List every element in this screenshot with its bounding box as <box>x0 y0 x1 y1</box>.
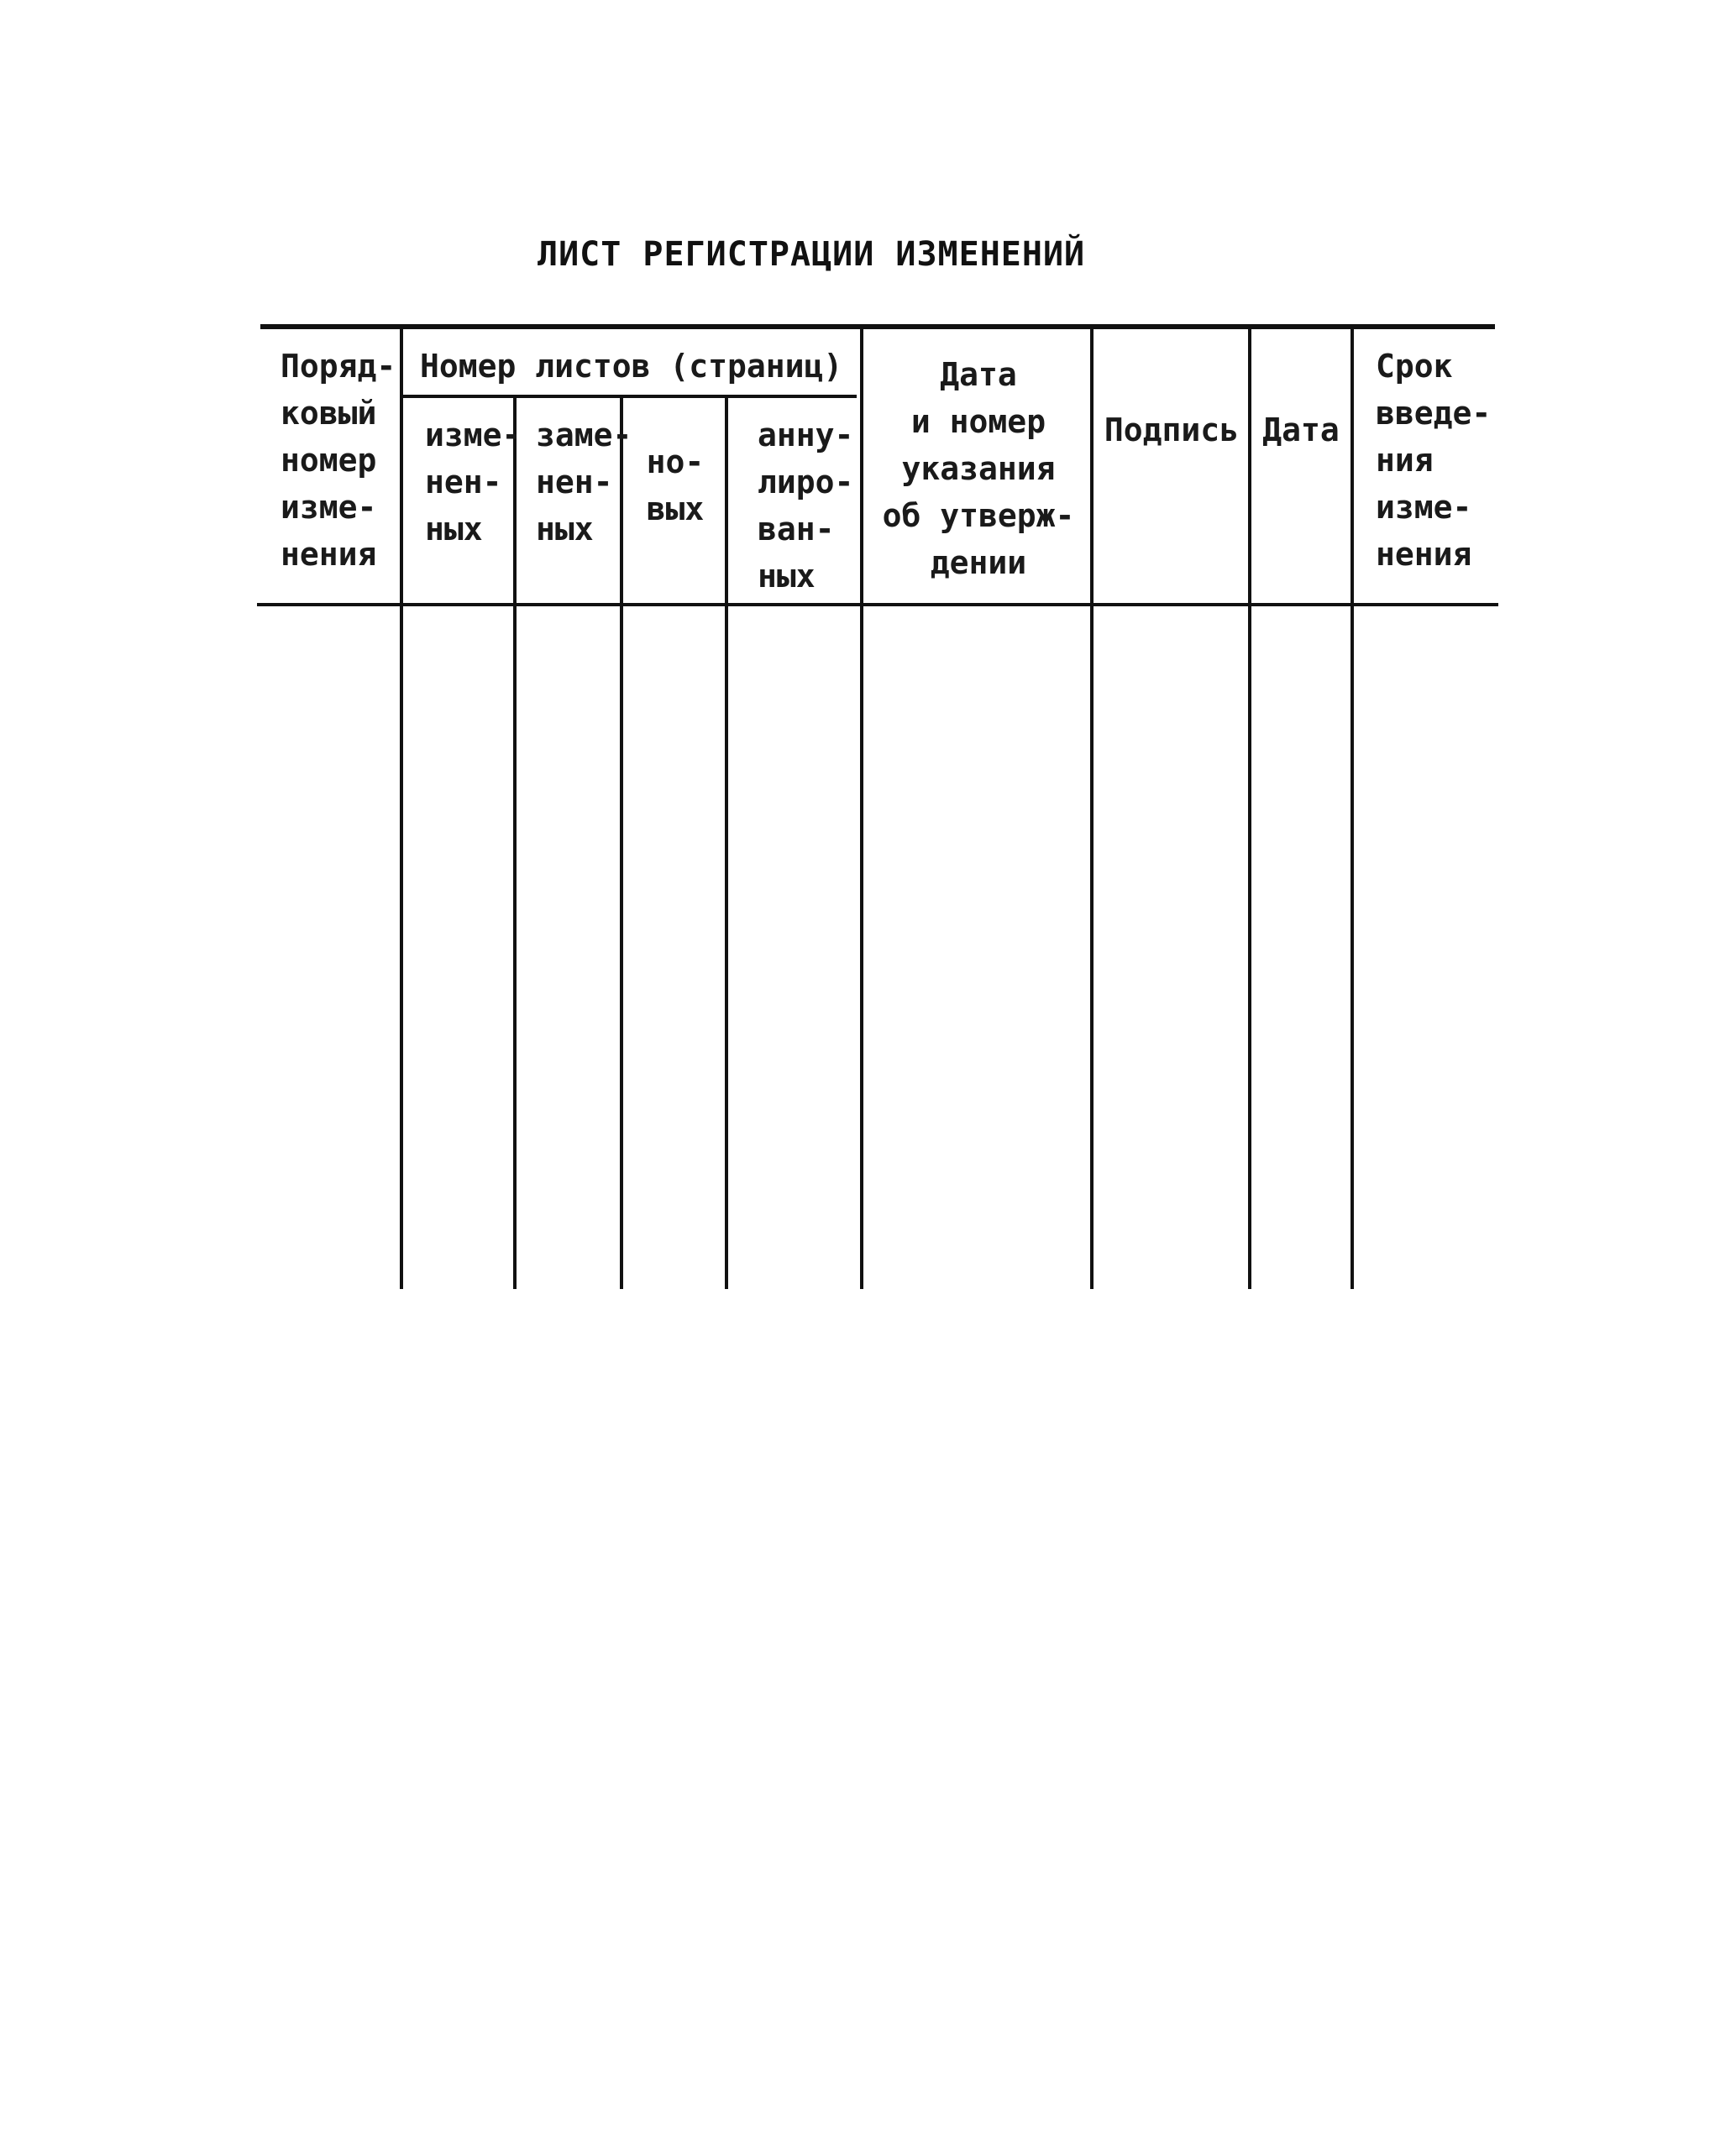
col-divider-4 <box>725 396 728 1289</box>
header-new: но- вых <box>646 443 705 527</box>
group-header-rule <box>401 395 857 398</box>
header-signature: Подпись <box>1104 411 1240 448</box>
page-title: ЛИСТ РЕГИСТРАЦИИ ИЗМЕНЕНИЙ <box>538 235 1086 274</box>
col-divider-8 <box>1351 328 1354 1289</box>
header-date-and-number: Дата и номер указания об утверж- дении <box>882 356 1075 581</box>
header-bottom-rule <box>257 603 1498 606</box>
table-top-rule <box>260 324 1495 329</box>
col-divider-7 <box>1248 328 1251 1289</box>
col-divider-5 <box>860 328 863 1289</box>
header-order-number: Поряд- ковый номер изме- нения <box>281 348 396 573</box>
header-effective-term: Срок введе- ния изме- нения <box>1376 348 1492 573</box>
header-changed: изме- нен- ных <box>425 417 522 548</box>
header-sheet-numbers-group: Номер листов (страниц) <box>420 348 843 385</box>
header-annulled: анну- лиро- ван- ных <box>758 417 854 595</box>
header-replaced: заме- нен- ных <box>536 417 632 548</box>
header-date: Дата <box>1262 411 1340 448</box>
col-divider-1 <box>400 328 403 1289</box>
